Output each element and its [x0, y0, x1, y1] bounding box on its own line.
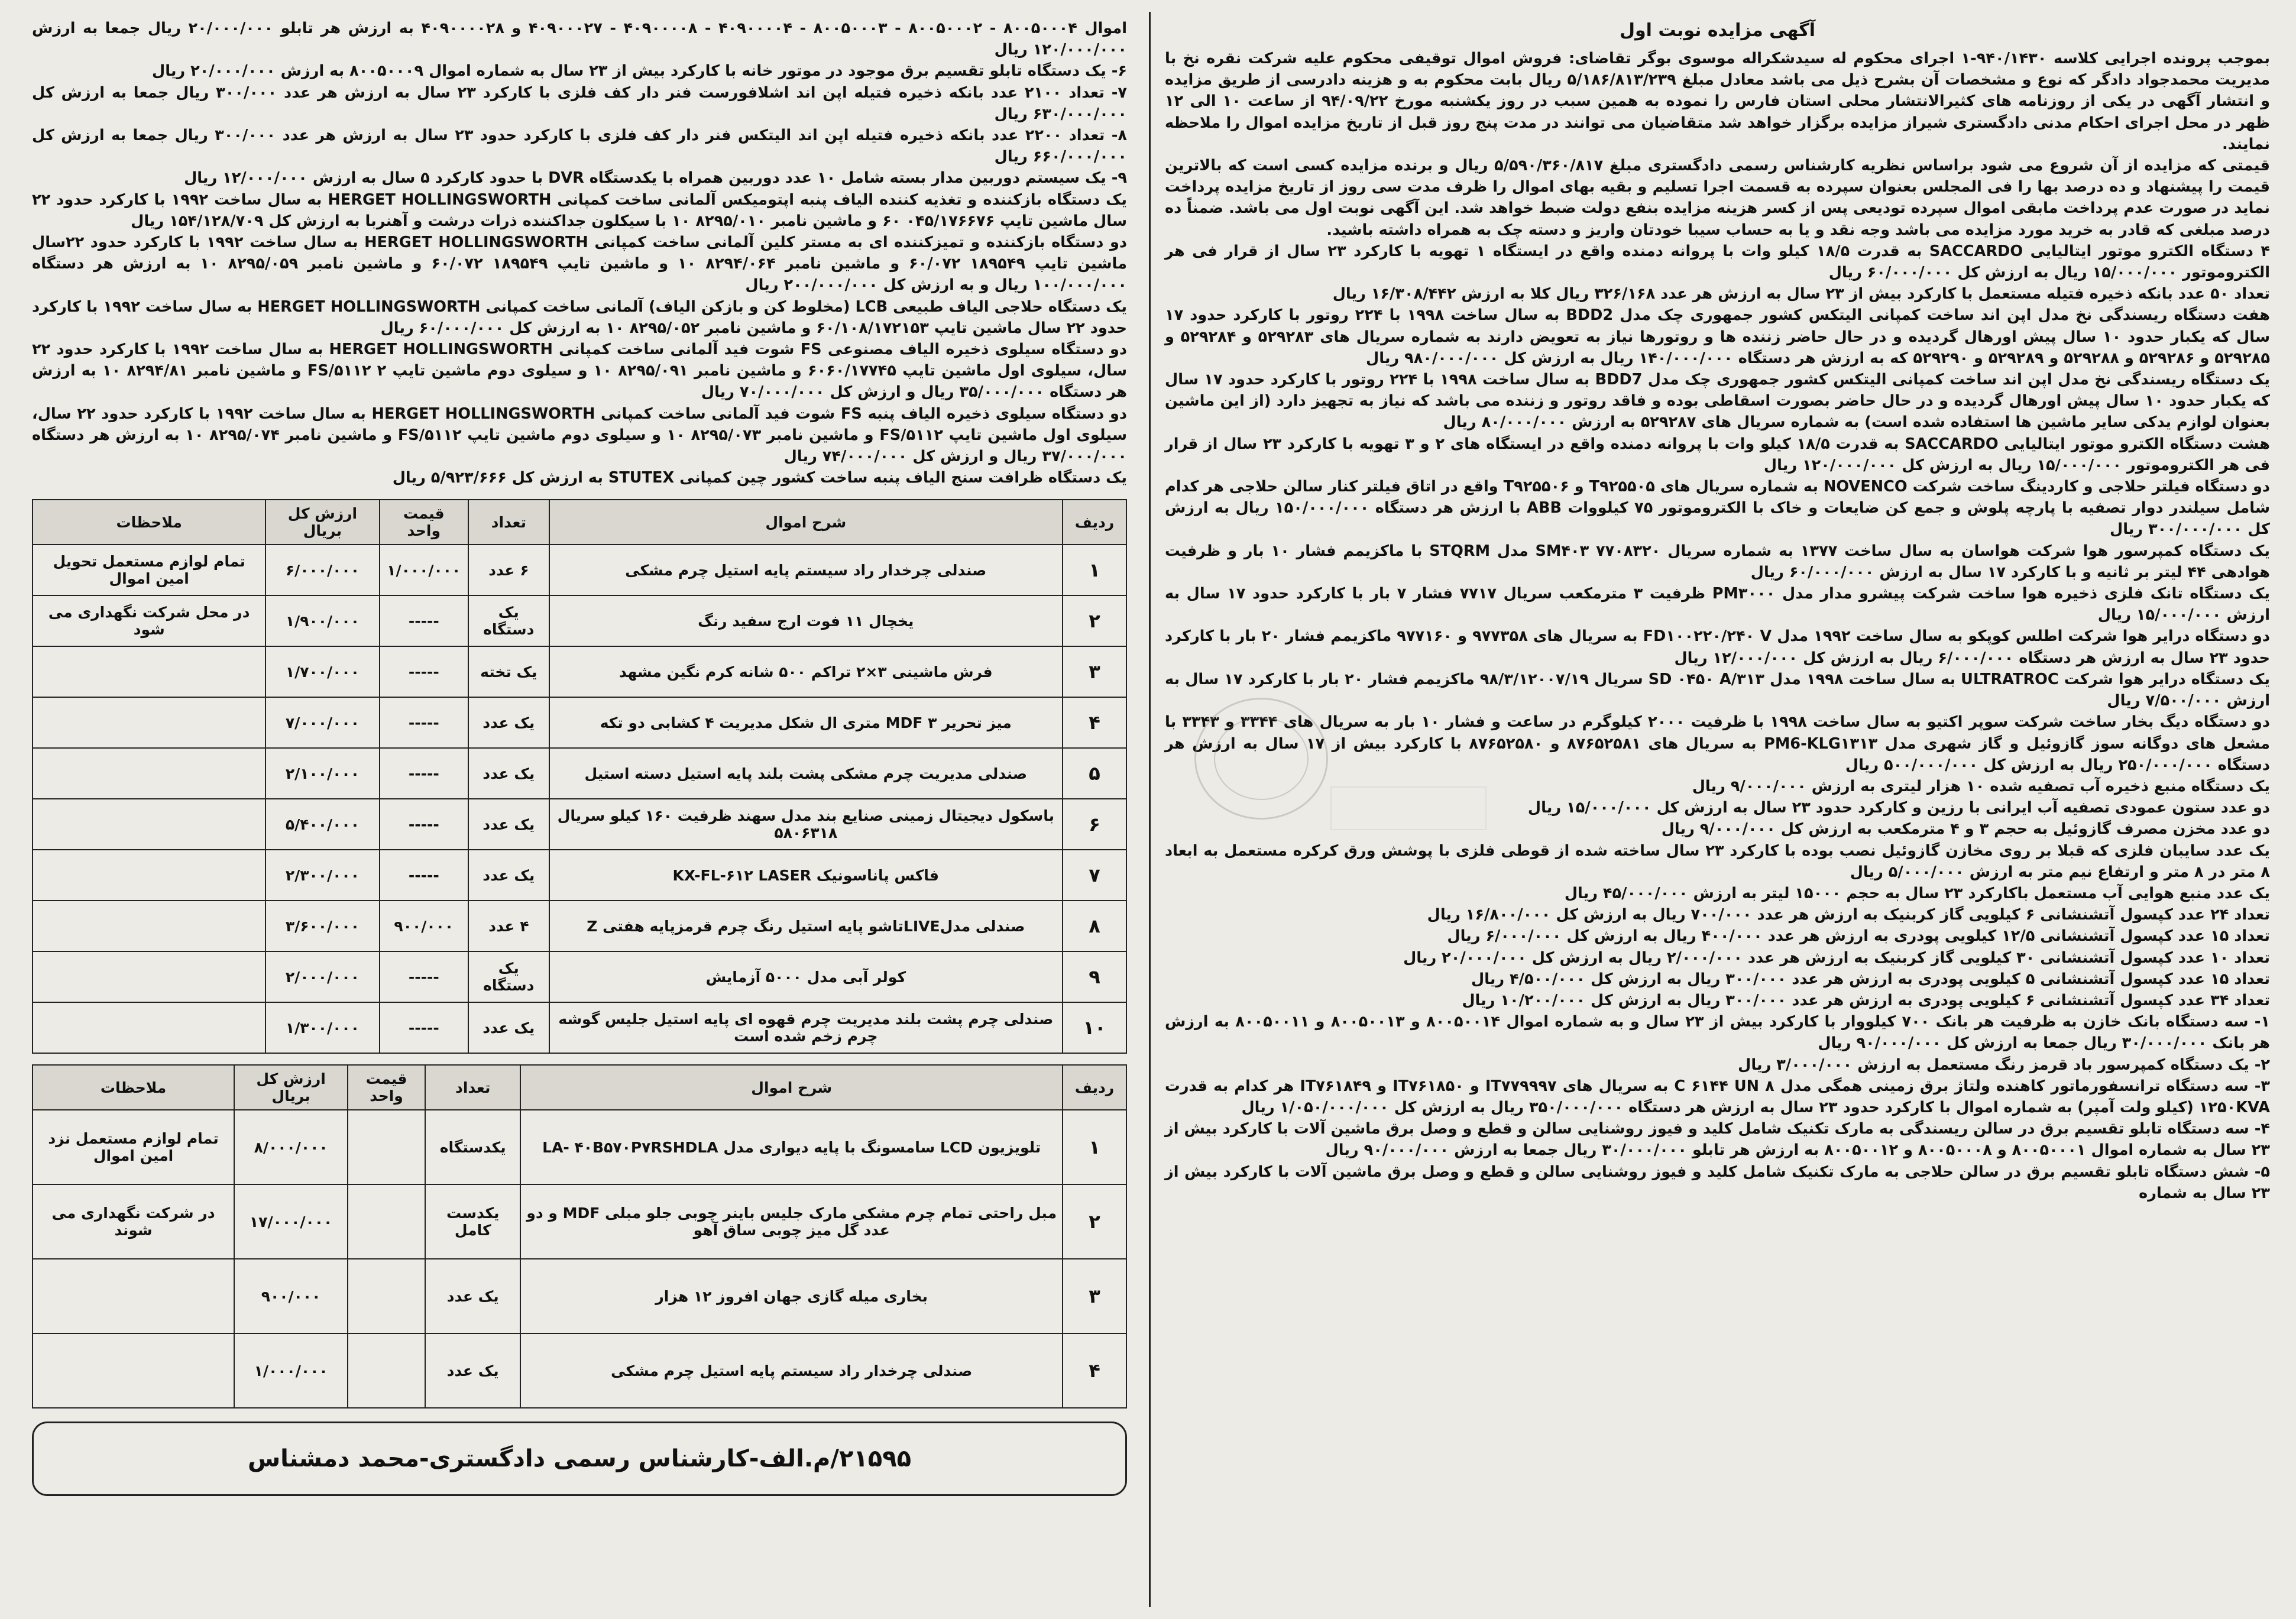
table-row: [33, 1259, 1126, 1333]
auction-title: آگهی مزایده نوبت اول: [1619, 20, 1816, 41]
table-header-cell: تعداد: [425, 1065, 520, 1110]
paragraph: ۱- سه دستگاه بانک خازن به ظرفیت هر بانک ۷۰۰ کیلووار با کارکرد بیش از ۲۳ سال و به شماره اموال ۸۰۰۵۰۰۱۴ و ۸۰۰۵۰۰۱۳ و ۸۰۰۵۰۰۱۱ به ارزش هر بانک ۳۰/۰۰۰/۰۰۰ ریال جمعا به ارزش کل ۹۰/۰۰۰/۰۰۰ ریال: [1165, 1013, 2271, 1053]
table-cell: تمام لوازم مستعمل نزد امین اموال: [33, 1110, 234, 1184]
table-header-cell: ارزش کل بریال: [234, 1065, 348, 1110]
table-row: [33, 545, 1126, 595]
table-cell: بخاری میله گازی جهان افروز ۱۲ هزار: [520, 1259, 1063, 1333]
table-cell: ۲/۳۰۰/۰۰۰: [265, 850, 379, 901]
table-cell: یک دستگاه: [468, 595, 549, 646]
table-cell: یک تخته: [468, 646, 549, 697]
table-cell: یک عدد: [468, 850, 549, 901]
table-cell: ۳: [1063, 646, 1126, 697]
table-header-cell: شرح اموال: [549, 500, 1063, 545]
table-cell: صندلی چرخدار راد سیستم پایه استیل چرم مشکی: [549, 545, 1063, 595]
signature-footer: ۲۱۵۹۵/م.الف-کارشناس رسمی دادگستری-محمد دمشناس: [32, 1422, 1127, 1496]
paragraph: تعداد ۳۴ عدد کپسول آتشنشانی ۶ کیلویی پودری به ارزش هر عدد ۳۰۰/۰۰۰ ریال به ارزش کل ۱۰/۲۰۰/۰۰۰ ریال: [1462, 991, 2270, 1009]
table-row: [33, 595, 1126, 646]
table-header-cell: تعداد: [468, 500, 549, 545]
paragraph: ۵- شش دستگاه تابلو تقسیم برق در سالن حلاجی به مارک تکنیک شامل کلید و فیوز روشنایی سالن و قطع و وصل برق ماشین آلات با کارکرد بیش از ۲۳ سال به شماره: [1165, 1163, 2270, 1202]
paragraph: یک دستگاه ریسندگی نخ مدل اپن اند ساخت کمپانی الیتکس کشور جمهوری چک مدل BDD7 به سال ساخت ۱۹۹۸ با ۲۲۴ روتور با کارکرد حدود ۱۷ سال که یکبار حدود ۱۰ سال پیش اورهال گردیده و در حال حاضر بصورت اسقاطی بوده و فاقد روتور و زننده می باشد که نیاز به تجهیز دارد (از این ماشین بعنوان لوازم یدکی سایر ماشین ها استفاده شده است) به شماره سریال های ۵۲۹۲۸۷ به ارزش ۸۰/۰۰۰/۰۰۰ ریال: [1165, 371, 2270, 432]
table-row: [33, 748, 1126, 799]
table-cell: [33, 646, 265, 697]
table-cell: ۳: [1063, 1259, 1126, 1333]
table-cell: یک عدد: [468, 1002, 549, 1053]
table-cell: ۵/۴۰۰/۰۰۰: [265, 799, 379, 850]
table-cell: ۸/۰۰۰/۰۰۰: [234, 1110, 348, 1184]
table-cell: میز تحریر MDF ۳ متری ال شکل مدیریت ۴ کشابی دو تکه: [549, 697, 1063, 748]
paragraph: اموال ۸۰۰۵۰۰۰۴ - ۸۰۰۵۰۰۰۲ - ۸۰۰۵۰۰۰۳ - ۴۰۹۰۰۰۰۴ - ۴۰۹۰۰۰۰۸ - ۴۰۹۰۰۰۲۷ و ۴۰۹۰۰۰۰۲۸ به ارزش هر تابلو ۲۰/۰۰۰/۰۰۰ ریال جمعا به ارزش ۱۲۰/۰۰۰/۰۰۰ ریال: [32, 20, 1128, 59]
items-table-1: [32, 499, 1127, 1054]
paragraph: یک دستگاه بازکننده و تغذیه کننده الیاف پنبه اپتومیکس آلمانی ساخت کمپانی HERGET HOLLINGSWORTH به سال ساخت ۱۹۹۲ با کارکرد حدود ۲۲ سال ماشین تایپ ۰۴۵/۱۷۶۶۷۶ ۶۰ و ماشین نامبر ۸۲۹۵/۰۱۰ ۱۰ با سیکلون جداکننده ذرات درشت و آهنربا به ارزش کل ۱۵۴/۱۲۸/۷۰۹ ریال: [32, 190, 1128, 230]
table-cell: ۴: [1063, 1333, 1126, 1408]
table-row: [33, 951, 1126, 1002]
table-cell: صندلی چرخدار راد سیستم پایه استیل چرم مشکی: [520, 1333, 1063, 1408]
right-column: [1149, 12, 2284, 1607]
table-cell: -----: [380, 1002, 468, 1053]
table-cell: [348, 1110, 425, 1184]
paragraph: یک دستگاه منبع ذخیره آب تصفیه شده ۱۰ هزار لیتری به ارزش ۹/۰۰۰/۰۰۰ ریال: [1692, 777, 2270, 795]
table-cell: ۹۰۰/۰۰۰: [234, 1259, 348, 1333]
paragraph: تعداد ۵۰ عدد بانکه ذخیره فتیله مستعمل با کارکرد بیش از ۲۳ سال به ارزش هر عدد ۳۲۶/۱۶۸ ریال کلا به ارزش ۱۶/۳۰۸/۴۴۲ ریال: [1332, 285, 2270, 303]
table-cell: مبل راحتی تمام چرم مشکی مارک جلیس باینر چوبی جلو مبلی MDF و دو عدد گل میز چوبی ساق آهو: [520, 1184, 1063, 1259]
table-cell: [33, 1333, 234, 1408]
table-cell: یک دستگاه: [468, 951, 549, 1002]
table-row: [33, 1333, 1126, 1408]
table-cell: ۹۰۰/۰۰۰: [380, 901, 468, 951]
watermark: [1330, 786, 1487, 830]
paragraph: دو دستگاه سیلوی ذخیره الیاف پنبه FS شوت فید آلمانی ساخت کمپانی HERGET HOLLINGSWORTH به سال ساخت ۱۹۹۲ با کارکرد حدود ۲۲ سال، سیلوی اول ماشین تایپ FS/۵۱۱۲ و ماشین نامبر ۸۲۹۵/۰۷۳ ۱۰ و سیلوی دوم ماشین تایپ FS/۵۱۱۲ و ماشین نامبر ۸۲۹۵/۰۷۴ ۱۰ به ارزش هر دستگاه ۳۷/۰۰۰/۰۰۰ ریال و ارزش کل ۷۴/۰۰۰/۰۰۰ ریال: [32, 404, 1127, 466]
table-cell: [33, 1259, 234, 1333]
table-cell: ۱: [1063, 1110, 1126, 1184]
table-cell: ۶/۰۰۰/۰۰۰: [265, 545, 379, 595]
paragraph: هشت دستگاه الکترو موتور ایتالیایی SACCARDO به قدرت ۱۸/۵ کیلو وات با پروانه دمنده واقع در ایستگاه های ۲ و ۳ تهویه با کارکرد ۲۳ سال از قرار فی هر الکتروموتور ۱۵/۰۰۰/۰۰۰ ریال به ارزش کل ۱۲۰/۰۰۰/۰۰۰ ریال: [1165, 435, 2271, 474]
table-cell: ۶ عدد: [468, 545, 549, 595]
table-cell: در محل شرکت نگهداری می شود: [33, 595, 265, 646]
right-paragraphs: [1165, 48, 2270, 1204]
table-header-cell: ملاحظات: [33, 500, 265, 545]
table-row: [33, 850, 1126, 901]
paragraph: تعداد ۱۰ عدد کپسول آتشنشانی ۳۰ کیلویی گاز کربنیک به ارزش هر عدد ۲/۰۰۰/۰۰۰ ریال به ارزش کل ۲۰/۰۰۰/۰۰۰ ریال: [1403, 948, 2270, 967]
table-cell: ۲/۰۰۰/۰۰۰: [265, 951, 379, 1002]
table-header-cell: ردیف: [1063, 1065, 1126, 1110]
table-cell: یک عدد: [468, 799, 549, 850]
table-row: [33, 901, 1126, 951]
paragraph: دو دستگاه درایر هوا شرکت اطلس کوپکو به سال ساخت ۱۹۹۲ مدل FD۱۰۰۲۲۰/۲۴۰ V به سریال های ۹۷۷۳۵۸ و ۹۷۷۱۶۰ ماکزیمم فشار ۲۰ بار با کارکرد حدود ۲۳ سال به ارزش هر دستگاه ۶/۰۰۰/۰۰۰ ریال به ارزش کل ۱۲/۰۰۰/۰۰۰ ریال: [1165, 627, 2271, 667]
paragraph: هفت دستگاه ریسندگی نخ مدل اپن اند ساخت کمپانی الیتکس کشور جمهوری چک مدل BDD2 به سال ساخت ۱۹۹۸ با ۲۲۴ روتور با کارکرد حدود ۱۷ سال که یکبار حدود ۱۰ سال پیش اورهال گردیده و در حال حاضر زننده ها و روتورها نیاز به تعویض دارند به شماره سریال های ۵۲۹۲۸۳ و ۵۲۹۲۸۴ و ۵۲۹۲۸۵ و ۵۲۹۲۸۶ و ۵۲۹۲۸۸ و ۵۲۹۲۸۹ و ۵۲۹۲۹۰ که به ارزش هر دستگاه ۱۴۰/۰۰۰/۰۰۰ ریال به ارزش کل ۹۸۰/۰۰۰/۰۰۰ ریال: [1165, 306, 2270, 367]
left-paragraphs: [32, 18, 1127, 488]
paragraph: ۳- سه دستگاه ترانسفورماتور کاهنده ولتاژ برق زمینی همگی مدل C ۶۱۴۴ UN ۸ به سریال های IT۷۷۹۹۹۷ و IT۷۶۱۸۵۰ و IT۷۶۱۸۴۹ هر کدام به قدرت ۱۲۵۰KVA (کیلو ولت آمپر) به شماره اموال با کارکرد حدود ۲۳ سال به ارزش هر دستگاه ۳۵۰/۰۰۰/۰۰۰ ریال به ارزش کل ۱/۰۵۰/۰۰۰/۰۰۰ ریال: [1165, 1077, 2271, 1116]
table-1-header: [33, 500, 1126, 545]
table-cell: -----: [380, 951, 468, 1002]
table-cell: [33, 901, 265, 951]
paragraph: تعداد ۱۵ عدد کپسول آتشنشانی ۵ کیلویی پودری به ارزش هر عدد ۳۰۰/۰۰۰ ریال به ارزش کل ۴/۵۰۰/۰۰۰ ریال: [1471, 970, 2270, 988]
table-cell: ۱/۹۰۰/۰۰۰: [265, 595, 379, 646]
paragraph: یک دستگاه تانک فلزی ذخیره هوا ساخت شرکت پیشرو مدار مدل PM۳۰۰۰ ظرفیت ۳ مترمکعب سریال ۷۷۱۷ فشار ۷ بار با کارکرد حدود ۱۷ سال به ارزش ۱۵/۰۰۰/۰۰۰ ریال: [1165, 585, 2270, 624]
table-cell: فاکس پاناسونیک KX-FL-۶۱۲ LASER: [549, 850, 1063, 901]
paragraph: یک دستگاه حلاجی الیاف طبیعی LCB (مخلوط کن و بازکن الیاف) آلمانی ساخت کمپانی HERGET HOLLINGSWORTH به سال ساخت ۱۹۹۲ با کارکرد حدود ۲۲ سال ماشین تایپ ۶۰/۱۰۸/۱۷۲۱۵۳ و ماشین نامبر ۸۲۹۵/۰۵۲ ۱۰ به ارزش کل ۶۰/۰۰۰/۰۰۰ ریال: [32, 297, 1128, 337]
table-row: [33, 646, 1126, 697]
table-header-cell: ارزش کل بریال: [265, 500, 379, 545]
table-2-body: [33, 1110, 1126, 1408]
table-cell: ۶: [1063, 799, 1126, 850]
table-cell: ۲: [1063, 1184, 1126, 1259]
table-cell: ۱/۰۰۰/۰۰۰: [234, 1333, 348, 1408]
table-cell: صندلی مدلLIVEتاشو پایه استیل رنگ چرم قرمزپایه هفتی Z: [549, 901, 1063, 951]
paragraph: یک عدد منبع هوایی آب مستعمل باکارکرد ۲۳ سال به حجم ۱۵۰۰۰ لیتر به ارزش ۴۵/۰۰۰/۰۰۰ ریال: [1564, 884, 2270, 902]
table-header-cell: ردیف: [1063, 500, 1126, 545]
table-cell: در شرکت نگهداری می شوند: [33, 1184, 234, 1259]
paragraph: تعداد ۱۵ عدد کپسول آتشنشانی ۱۲/۵ کیلویی پودری به ارزش هر عدد ۴۰۰/۰۰۰ ریال به ارزش کل ۶/۰۰۰/۰۰۰ ریال: [1447, 927, 2270, 946]
table-cell: ۱/۰۰۰/۰۰۰: [380, 545, 468, 595]
table-cell: ۸: [1063, 901, 1126, 951]
table-cell: [33, 850, 265, 901]
table-cell: ۴ عدد: [468, 901, 549, 951]
items-table-2: [32, 1064, 1127, 1408]
table-cell: کولر آبی مدل ۵۰۰۰ آزمایش: [549, 951, 1063, 1002]
table-cell: ۲/۱۰۰/۰۰۰: [265, 748, 379, 799]
table-cell: ۳/۶۰۰/۰۰۰: [265, 901, 379, 951]
table-row: [33, 697, 1126, 748]
table-cell: یک عدد: [468, 748, 549, 799]
table-cell: ۱: [1063, 545, 1126, 595]
table-cell: ۱/۳۰۰/۰۰۰: [265, 1002, 379, 1053]
paragraph: تعداد ۲۴ عدد کپسول آتشنشانی ۶ کیلویی گاز کربنیک به ارزش هر عدد ۷۰۰/۰۰۰ ریال به ارزش کل ۱۶/۸۰۰/۰۰۰ ریال: [1427, 906, 2270, 924]
table-cell: -----: [380, 595, 468, 646]
table-cell: یکدستگاه: [425, 1110, 520, 1184]
table-cell: [348, 1184, 425, 1259]
paragraph: ۹- یک سیستم دوربین مدار بسته شامل ۱۰ عدد دوربین همراه با یکدستگاه DVR با حدود کارکرد ۵ سال به ارزش ۱۲/۰۰۰/۰۰۰ ریال: [184, 169, 1127, 187]
paragraph: ۶- یک دستگاه تابلو تقسیم برق موجود در موتور خانه با کارکرد بیش از ۲۳ سال به شماره اموال ۸۰۰۵۰۰۰۹ به ارزش ۲۰/۰۰۰/۰۰۰ ریال: [152, 62, 1127, 80]
table-cell: [348, 1333, 425, 1408]
table-cell: [33, 951, 265, 1002]
table-cell: ۹: [1063, 951, 1126, 1002]
table-cell: یک عدد: [425, 1333, 520, 1408]
paragraph: دو دستگاه دیگ بخار ساخت شرکت سوپر اکتیو به سال ساخت ۱۹۹۸ با ظرفیت ۲۰۰۰ کیلوگرم در ساعت و فشار ۱۰ بار به سریال های ۳۳۴۴ و ۳۳۴۳ با مشعل های دوگانه سوز گازوئیل و گاز شهری مدل PM6-KLG۱۳۱۳ به سریال های ۸۷۶۵۲۵۸۱ و ۸۷۶۵۲۵۸۰ با کارکرد بیش از ۱۷ سال به ارزش هر دستگاه ۲۵۰/۰۰۰/۰۰۰ ریال به ارزش کل ۵۰۰/۰۰۰/۰۰۰ ریال: [1165, 713, 2271, 774]
paragraph: ۲- یک دستگاه کمپرسور باد قرمز رنگ مستعمل به ارزش ۳/۰۰۰/۰۰۰ ریال: [1738, 1055, 2270, 1074]
table-header-cell: قیمت واحد: [348, 1065, 425, 1110]
table-header-cell: شرح اموال: [520, 1065, 1063, 1110]
table-cell: -----: [380, 799, 468, 850]
table-cell: -----: [380, 850, 468, 901]
table-cell: صندلی مدیریت چرم مشکی پشت بلند پایه استیل دسته استیل: [549, 748, 1063, 799]
table-cell: ۴: [1063, 697, 1126, 748]
table-cell: باسکول دیجیتال زمینی صنایع بند مدل سهند ظرفیت ۱۶۰ کیلو سریال ۵۸۰۶۳۱۸: [549, 799, 1063, 850]
table-cell: [33, 799, 265, 850]
paragraph: دو دستگاه سیلوی ذخیره الیاف مصنوعی FS شوت فید آلمانی ساخت کمپانی HERGET HOLLINGSWORTH به سال ساخت ۱۹۹۲ با کارکرد حدود ۲۲ سال، سیلوی اول ماشین تایپ ۶۰۶۰/۱۷۷۴۵ و ماشین نامبر ۸۲۹۵/۰۹۱ ۱۰ و سیلوی دوم ماشین تایپ FS/۵۱۱۲ ۲ و ماشین نامبر ۸۲۹۴/۸۱ ۱۰ به ارزش هر دستگاه ۳۵/۰۰۰/۰۰۰ ریال و ارزش کل ۷۰/۰۰۰/۰۰۰ ریال: [32, 341, 1128, 401]
table-cell: [33, 748, 265, 799]
table-cell: یکدست کامل: [425, 1184, 520, 1259]
paragraph: یک دستگاه کمپرسور هوا شرکت هواسان به سال ساخت ۱۳۷۷ به شماره سریال ۷۷۰۸۳۲۰ SM۴۰۳ مدل STQRM با ماکزیمم فشار ۱۰ بار و ظرفیت هوادهی ۴۴ لیتر بر ثانیه و با کارکرد ۱۷ سال به ارزش ۶۰/۰۰۰/۰۰۰ ریال: [1165, 542, 2270, 581]
table-row: [33, 1002, 1126, 1053]
table-cell: ۷/۰۰۰/۰۰۰: [265, 697, 379, 748]
table-row: [33, 799, 1126, 850]
table-cell: تلویزیون LCD سامسونگ با پایه دیواری مدل LA- ۴۰B۵۷۰P۷RSHDLA: [520, 1110, 1063, 1184]
paragraph: یک دستگاه درایر هوا شرکت ULTRATROC به سال ساخت ۱۹۹۸ مدل SD ۰۴۵۰ A/۳۱۳ سریال ۹۸/۳/۱۲۰۰۷/۱۹ ماکزیمم فشار ۲۰ بار با کارکرد ۱۷ سال به ارزش ۷/۵۰۰/۰۰۰ ریال: [1165, 670, 2270, 710]
table-cell: ۱۷/۰۰۰/۰۰۰: [234, 1184, 348, 1259]
paragraph: ۴ دستگاه الکترو موتور ایتالیایی SACCARDO به قدرت ۱۸/۵ کیلو وات با پروانه دمنده واقع در ایستگاه ۱ تهویه با کارکرد ۲۳ سال از قرار فی هر الکتروموتور ۱۵/۰۰۰/۰۰۰ ریال به ارزش کل ۶۰/۰۰۰/۰۰۰ ریال: [1165, 242, 2271, 282]
table-cell: یک عدد: [425, 1259, 520, 1333]
table-cell: -----: [380, 646, 468, 697]
stamp-mark: [1194, 698, 1328, 820]
table-row: [33, 1184, 1126, 1259]
table-header-cell: ملاحظات: [33, 1065, 234, 1110]
table-cell: ۵: [1063, 748, 1126, 799]
table-cell: ۲: [1063, 595, 1126, 646]
paragraph: دو عدد ستون عمودی تصفیه آب ایرانی با رزین و کارکرد حدود ۲۳ سال به ارزش کل ۱۵/۰۰۰/۰۰۰ ریال: [1527, 799, 2270, 817]
paragraph: یک دستگاه ظرافت سنج الیاف پنبه ساخت کشور چین کمپانی STUTEX به ارزش کل ۵/۹۲۳/۶۶۶ ریال: [392, 469, 1127, 487]
table-cell: صندلی چرم پشت بلند مدیریت چرم قهوه ای پایه استیل جلیس گوشه چرم زخم شده است: [549, 1002, 1063, 1053]
table-cell: ۷: [1063, 850, 1126, 901]
paragraph: دو دستگاه بازکننده و تمیزکننده ای به مستر کلین آلمانی ساخت کمپانی HERGET HOLLINGSWORTH به سال ساخت ۱۹۹۲ با کارکرد حدود ۲۲سال ماشین تایپ ۱۸۹۵۴۹ ۶۰/۰۷۲ و ماشین نامبر ۸۲۹۴/۰۶۴ ۱۰ و ماشین تایپ ۱۸۹۵۴۹ ۶۰/۰۷۲ و ماشین نامبر ۸۲۹۵/۰۵۹ ۱۰ به ارزش هر دستگاه ۱۰۰/۰۰۰/۰۰۰ ریال و به ارزش کل ۲۰۰/۰۰۰/۰۰۰ ریال: [32, 234, 1128, 294]
paragraph: یک عدد سایبان فلزی که قبلا بر روی مخازن گازوئیل نصب بوده با کارکرد ۲۳ سال ساخته شده از قوطی فلزی با پوشش ورق کرکره مستعمل به ابعاد ۸ متر در ۸ متر و ارتفاع نیم متر به ارزش ۵/۰۰۰/۰۰۰ ریال: [1165, 841, 2270, 881]
table-cell: [348, 1259, 425, 1333]
table-2-header: [33, 1065, 1126, 1110]
table-cell: ۱/۷۰۰/۰۰۰: [265, 646, 379, 697]
paragraph: ۴- سه دستگاه تابلو تقسیم برق در سالن ریسندگی به مارک تکنیک شامل کلید و فیوز روشنایی سالن و قطع و وصل برق ماشین آلات با کارکرد بیش از ۲۳ سال به شماره اموال ۸۰۰۵۰۰۰۱ و ۸۰۰۵۰۰۰۸ و ۸۰۰۵۰۰۱۲ به ارزش هر تابلو ۳۰/۰۰۰/۰۰۰ ریال جمعا به ارزش ۹۰/۰۰۰/۰۰۰ ریال: [1165, 1120, 2270, 1160]
paragraph: قیمتی که مزایده از آن شروع می شود براساس نظریه کارشناس رسمی دادگستری مبلغ ۵/۵۹۰/۳۶۰/۸۱۷ ریال و برنده مزایده کسی است که بالاترین قیمت را پیشنهاد و ده درصد بها را فی المجلس بعنوان سپرده به قسمت اجرا تسلیم و بقیه بهای اموال را ظرف مدت سی روز از تاریخ مزایده پرداخت نماید در صورت عدم پرداخت مابقی اموال سپرده تودیعی پس از کسر هزینه مزایده بنفع دولت ضبط خواهد شد. این آگهی نوبت اول می باشد. ضمناً ده درصد مبلغی که قادر به خرید مورد مزایده می باشد وجه نقد و یا به حساب سیبا خودتان واریز و دسته چک به همراه داشته باشید.: [1165, 157, 2270, 239]
table-cell: [33, 1002, 265, 1053]
table-row: [33, 1110, 1126, 1184]
paragraph: دو دستگاه فیلتر حلاجی و کاردینگ ساخت شرکت NOVENCO به شماره سریال های T۹۲۵۵۰۵ و T۹۲۵۵۰۶ واقع در اتاق فیلتر کنار سالن حلاجی هر کدام شامل سیلندر دوار تصفیه با پارچه پلوش و جمع کن ضایعات و خاک با الکتروموتور ۷۵ کیلووات ABB با ارزش هر دستگاه ۱۵۰/۰۰۰/۰۰۰ ریال به ارزش کل ۳۰۰/۰۰۰/۰۰۰ ریال: [1165, 478, 2271, 539]
table-header-cell: قیمت واحد: [380, 500, 468, 545]
paragraph: بموجب پرونده اجرایی کلاسه ۹۴۰/۱۴۳۰-۱ اجرای محکوم له سیدشکراله موسوی بوگر تقاضای: فروش اموال توقیفی محکوم علیه شرکت نقره نخ با مدیریت محمدجواد دادگر که نوع و مشخصات آن بشرح ذیل می باشد معادل مبلغ ۵/۱۸۶/۸۱۳/۲۳۹ ریال بابت محکوم به و هزینه دادرسی از طریق مزایده و انتشار آگهی در یکی از روزنامه های کثیرالانتشار محلی استان فارس را نموده به همین سبب در روز یکشنبه مورخ ۹۴/۰۹/۲۲ از ساعت ۱۰ الی ۱۲ ظهر در محل اجرای احکام مدنی دادگستری شیراز مزایده برگزار خواهد شد متقاضیان می توانند در مدت پنج روز قبل از تاریخ مزایده اموال را ملاحظه نمایند.: [1165, 50, 2270, 153]
table-cell: یک عدد: [468, 697, 549, 748]
table-1-body: [33, 545, 1126, 1053]
table-cell: [33, 697, 265, 748]
paragraph: دو عدد مخزن مصرف گازوئیل به حجم ۳ و ۴ مترمکعب به ارزش کل ۹/۰۰۰/۰۰۰ ریال: [1661, 820, 2270, 838]
table-cell: -----: [380, 748, 468, 799]
table-cell: یخچال ۱۱ فوت ارج سفید رنگ: [549, 595, 1063, 646]
table-cell: ۱۰: [1063, 1002, 1126, 1053]
table-cell: تمام لوازم مستعمل تحویل امین اموال: [33, 545, 265, 595]
paragraph: ۸- تعداد ۲۲۰۰ عدد بانکه ذخیره فتیله اپن اند الیتکس فنر دار کف فلزی با کارکرد حدود ۲۳ سال به ارزش هر عدد ۳۰۰/۰۰۰ ریال جمعا به ارزش کل ۶۶۰/۰۰۰/۰۰۰ ریال: [32, 127, 1127, 166]
left-column: [18, 12, 1141, 1607]
paragraph: ۷- تعداد ۲۱۰۰ عدد بانکه ذخیره فتیله اپن اند اشلافورست فنر دار کف فلزی با کارکرد ۲۳ سال به ارزش هر عدد ۳۰۰/۰۰۰ ریال جمعا به ارزش کل ۶۳۰/۰۰۰/۰۰۰ ریال: [32, 83, 1127, 123]
table-cell: فرش ماشینی ۳×۲ تراکم ۵۰۰ شانه کرم نگین مشهد: [549, 646, 1063, 697]
table-cell: -----: [380, 697, 468, 748]
